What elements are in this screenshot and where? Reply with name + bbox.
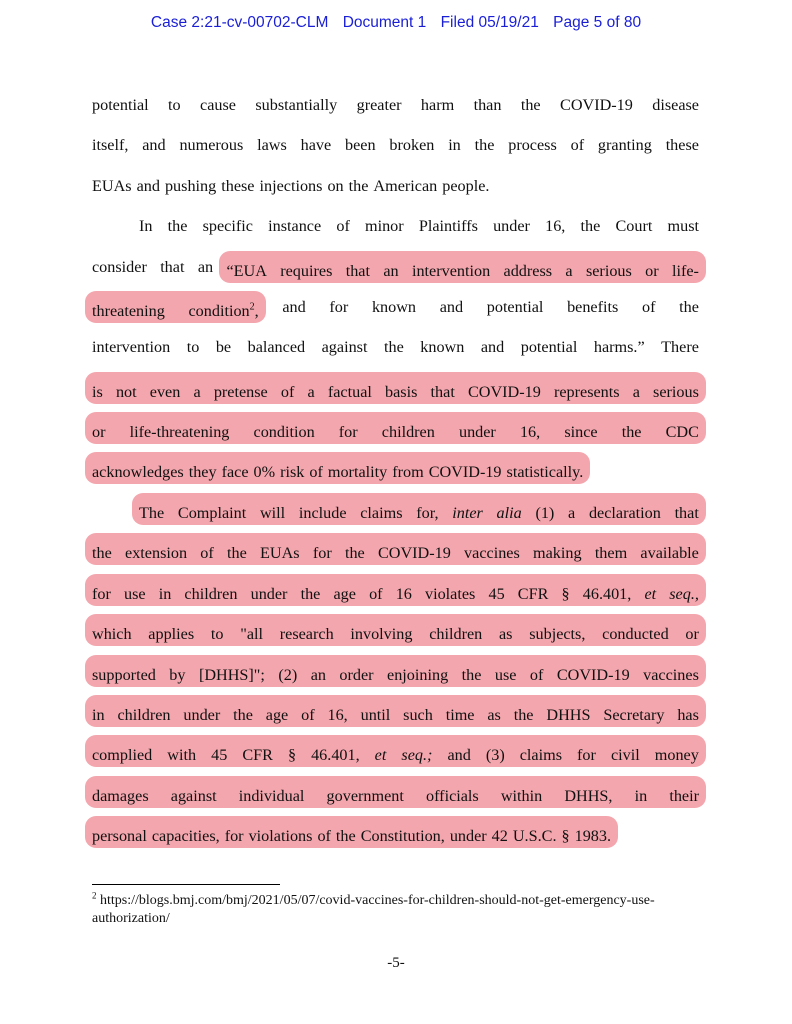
word: with (167, 746, 197, 764)
word: the (233, 706, 253, 724)
word: the (167, 217, 188, 235)
word: of (309, 463, 323, 481)
word: § (561, 827, 570, 845)
document-number: Document 1 (342, 14, 427, 31)
word: DHHS (546, 706, 591, 724)
word: specific (202, 217, 253, 235)
word: 46.401, (311, 746, 360, 764)
word: in (448, 136, 461, 154)
word: et (644, 585, 657, 603)
word: from (392, 463, 424, 481)
word: CFR (242, 746, 273, 764)
word: “EUA (226, 262, 267, 280)
word: the (461, 666, 482, 684)
word: by (169, 666, 186, 684)
case-header (0, 14, 792, 32)
word: face (221, 463, 249, 481)
word: for (577, 746, 596, 764)
word: the (348, 177, 369, 195)
word: (2) (278, 666, 298, 684)
word: for (312, 544, 332, 562)
word: inter (452, 504, 483, 522)
text-line (92, 700, 699, 722)
word: CDC (665, 423, 699, 441)
word: known (420, 338, 465, 356)
text-line (92, 619, 699, 641)
word: COVID-19 (560, 96, 633, 114)
word: under (183, 706, 221, 724)
word: conducted (602, 625, 669, 643)
word: been (345, 136, 376, 154)
word: or (645, 262, 659, 280)
word: 16, (327, 706, 348, 724)
word: to (168, 96, 181, 114)
word: available (640, 544, 699, 562)
word: substantially (255, 96, 338, 114)
word: serious (653, 383, 699, 401)
word: and (439, 298, 464, 316)
text-line (92, 336, 699, 358)
word: children (429, 625, 483, 643)
word: of (301, 706, 315, 724)
word: must (667, 217, 699, 235)
page-indicator: Page 5 of 80 (553, 14, 642, 31)
word: pushing (164, 177, 217, 195)
word: balanced (247, 338, 306, 356)
footnote-divider (92, 884, 280, 885)
word: on (327, 177, 344, 195)
word: and (136, 177, 160, 195)
word: of (570, 136, 585, 154)
word: include (298, 504, 347, 522)
text-line (139, 498, 699, 520)
word: requires (280, 262, 333, 280)
word: injections (259, 177, 323, 195)
word: 0% (253, 463, 276, 481)
text-line (92, 94, 699, 116)
word: an (383, 262, 399, 280)
word: to (186, 338, 200, 356)
word: in (158, 585, 172, 603)
word: as (498, 625, 513, 643)
word: claims (360, 504, 403, 522)
word: under (493, 217, 530, 235)
word: EUAs (92, 177, 132, 195)
text-line (92, 377, 699, 399)
filed-date: Filed 05/19/21 (440, 14, 539, 31)
text-line (92, 821, 699, 843)
word: declaration (588, 504, 661, 522)
word: extension (125, 544, 188, 562)
word: condition (253, 423, 315, 441)
word: will (259, 504, 286, 522)
word: in (634, 787, 648, 805)
word: COVID-19 (556, 666, 630, 684)
word: making (533, 544, 582, 562)
word: a (193, 383, 201, 401)
word: children (381, 423, 435, 441)
word: even (149, 383, 181, 401)
word: intervention (92, 338, 171, 356)
word: complied (92, 746, 153, 764)
word: alia (496, 504, 522, 522)
word: is (92, 383, 103, 401)
word: threatening (92, 302, 165, 320)
word: the (383, 338, 404, 356)
text-line (92, 256, 699, 278)
word: 45 (488, 585, 505, 603)
word: against (321, 338, 368, 356)
word: that (160, 258, 185, 276)
word: COVID-19 (377, 544, 451, 562)
word: serious (585, 262, 632, 280)
word: and (282, 298, 306, 316)
word: an (310, 666, 326, 684)
word: cause (200, 96, 236, 114)
word: of (317, 827, 331, 845)
word: process (508, 136, 557, 154)
word: pretense (213, 383, 268, 401)
word: et (374, 746, 387, 764)
text-line (139, 215, 699, 237)
word: people. (442, 177, 490, 195)
word: 16, (519, 423, 541, 441)
word: under (458, 423, 496, 441)
word: vaccines (643, 666, 699, 684)
word: statistically. (506, 463, 584, 481)
word: of (369, 585, 383, 603)
word: There (661, 338, 699, 356)
word: life-threatening (129, 423, 230, 441)
footnote (92, 892, 700, 928)
word: 16 (395, 585, 412, 603)
word: that (430, 383, 455, 401)
word: for (224, 827, 244, 845)
word: against (170, 787, 217, 805)
word: government (326, 787, 404, 805)
word: use (124, 585, 146, 603)
word: under (449, 827, 487, 845)
word: benefits (567, 298, 619, 316)
word: claims (519, 746, 563, 764)
word: harm (420, 96, 455, 114)
word: Court (615, 217, 653, 235)
word: has (677, 706, 699, 724)
text-line (92, 175, 699, 197)
word: the (344, 544, 365, 562)
text-line (92, 579, 699, 601)
word: children (184, 585, 238, 603)
word: potential (92, 96, 149, 114)
word: (1) (535, 504, 555, 522)
word: the (300, 585, 321, 603)
word: vaccines (464, 544, 520, 562)
word: CFR (517, 585, 549, 603)
word: condition$^2$, (188, 301, 259, 320)
word: the (513, 706, 534, 724)
word: and (447, 746, 471, 764)
word: the (621, 423, 642, 441)
word: Complaint (177, 504, 247, 522)
word: civil (610, 746, 640, 764)
word: the (335, 827, 356, 845)
word: consider (92, 258, 147, 276)
word: use (494, 666, 517, 684)
word: COVID-19 (467, 383, 541, 401)
text-line (92, 296, 699, 318)
footnote-marker: 2 (92, 890, 97, 901)
word: personal (92, 827, 147, 845)
word: intervention (411, 262, 491, 280)
word: the (679, 298, 699, 316)
word: Constitution, (360, 827, 445, 845)
word: § (287, 746, 297, 764)
word: in (92, 706, 105, 724)
word: COVID-19 (428, 463, 502, 481)
word: American (373, 177, 438, 195)
word: of (200, 544, 214, 562)
word: basis (385, 383, 418, 401)
word: Secretary (603, 706, 665, 724)
word: enjoining (387, 666, 449, 684)
word: to (210, 625, 224, 643)
word: they (188, 463, 217, 481)
word: In (139, 217, 153, 235)
page-number: -5- (387, 955, 405, 971)
word: laws (257, 136, 287, 154)
word: address (503, 262, 553, 280)
word: violates (425, 585, 476, 603)
text-line (92, 417, 699, 439)
word: for, (416, 504, 439, 522)
footnote-reference[interactable]: 2 (249, 301, 255, 313)
word: of (280, 383, 295, 401)
word: risk (280, 463, 305, 481)
word: "all (240, 625, 264, 643)
word: supported (92, 666, 156, 684)
word: officials (425, 787, 479, 805)
word: represents (553, 383, 620, 401)
word: granting (597, 136, 652, 154)
word: potential (520, 338, 578, 356)
word: numerous (179, 136, 244, 154)
word: EUAs (260, 544, 300, 562)
word: age (265, 706, 289, 724)
word: damages (92, 787, 149, 805)
word: the (92, 544, 112, 562)
word: and (142, 136, 166, 154)
word: disease (652, 96, 699, 114)
word: § (561, 585, 570, 603)
word: of (529, 666, 544, 684)
word: a (307, 383, 315, 401)
word: of (641, 298, 656, 316)
word: instance (268, 217, 322, 235)
word: which (92, 625, 132, 643)
word: greater (356, 96, 402, 114)
word: of (336, 217, 350, 235)
word: as (487, 706, 501, 724)
word: 45 (211, 746, 228, 764)
word: a (568, 504, 576, 522)
word: until (360, 706, 391, 724)
word: for (329, 298, 349, 316)
word: violations (248, 827, 313, 845)
word: that (674, 504, 699, 522)
word: than (473, 96, 502, 114)
word: individual (238, 787, 305, 805)
word: or (92, 423, 106, 441)
footnote-link[interactable]: https://blogs.bmj.com/bmj/2021/05/07/covid-vaccines-for-children-should-not-get-emergency-use-authorization/ (92, 893, 655, 926)
word: Plaintiffs (418, 217, 478, 235)
word: U.S.C. (512, 827, 557, 845)
case-number: Case 2:21-cv-00702-CLM (150, 14, 329, 31)
text-line (92, 134, 699, 156)
word: The (139, 504, 165, 522)
word: an (197, 258, 214, 276)
word: have (300, 136, 332, 154)
word: 46.401, (582, 585, 632, 603)
word: age (333, 585, 356, 603)
text-line (92, 660, 699, 682)
text-line (92, 538, 699, 560)
word: these (221, 177, 255, 195)
text-line (92, 457, 699, 479)
word: such (403, 706, 433, 724)
word: (3) (485, 746, 505, 764)
word: order (339, 666, 374, 684)
word: within (500, 787, 543, 805)
word: applies (148, 625, 195, 643)
word: potential (486, 298, 544, 316)
word: itself, (92, 136, 129, 154)
word: [DHHS]"; (198, 666, 265, 684)
word: seq., (669, 585, 699, 603)
word: broken (389, 136, 435, 154)
word: the (227, 544, 247, 562)
word: factual (327, 383, 372, 401)
word: harms.” (593, 338, 645, 356)
word: subjects, (529, 625, 586, 643)
word: under (250, 585, 288, 603)
word: a (632, 383, 640, 401)
word: research (279, 625, 334, 643)
word: seq.; (401, 746, 433, 764)
word: these (665, 136, 699, 154)
word: or (685, 625, 699, 643)
word: and (480, 338, 505, 356)
word: minor (365, 217, 404, 235)
word: be (215, 338, 232, 356)
word: involving (350, 625, 413, 643)
word: life- (671, 262, 699, 280)
word: children (117, 706, 171, 724)
word: 16, (545, 217, 566, 235)
word: since (564, 423, 598, 441)
word: money (654, 746, 699, 764)
word: 42 (491, 827, 508, 845)
word: mortality (327, 463, 388, 481)
word: time (445, 706, 475, 724)
word: that (345, 262, 370, 280)
word: them (594, 544, 628, 562)
word: for (92, 585, 111, 603)
word: not (115, 383, 137, 401)
word: the (474, 136, 495, 154)
word: the (580, 217, 601, 235)
word: known (371, 298, 417, 316)
word: the (520, 96, 541, 114)
word: 1983. (574, 827, 612, 845)
word: capacities, (151, 827, 220, 845)
word: acknowledges (92, 463, 184, 481)
text-line (92, 781, 699, 803)
word: their (669, 787, 699, 805)
word: for (338, 423, 358, 441)
text-line (92, 740, 699, 762)
word: DHHS, (564, 787, 613, 805)
word: a (565, 262, 573, 280)
